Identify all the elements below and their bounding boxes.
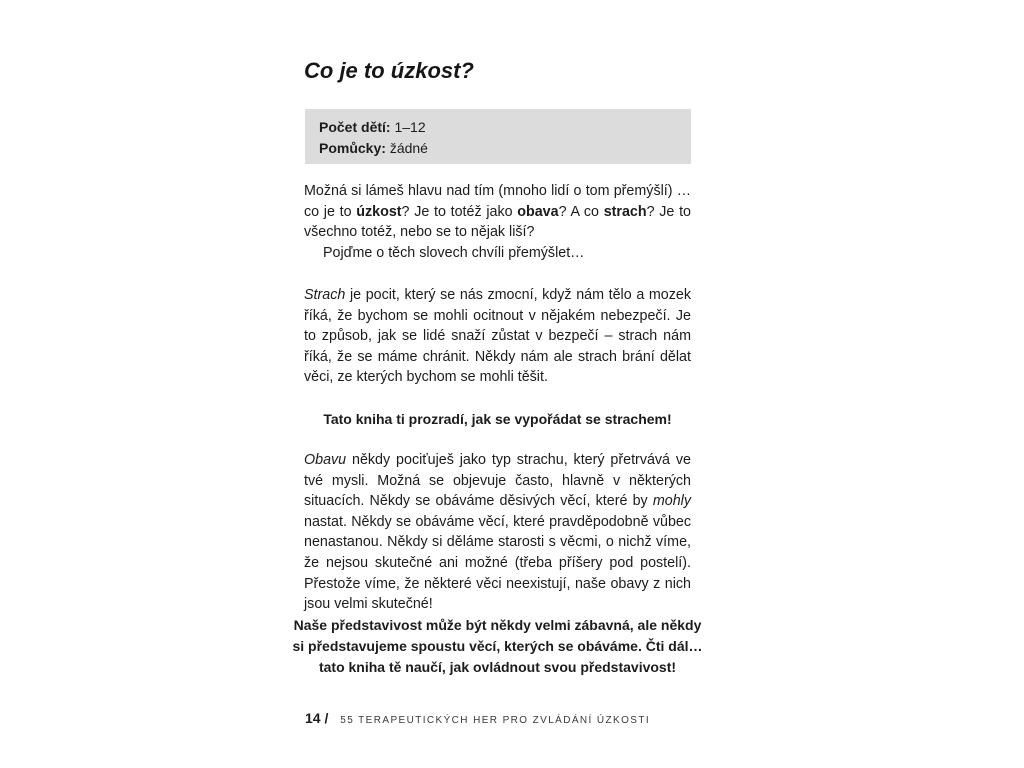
intro-text-4: ? Je to všechno totéž, nebo se to nějak liší? [304,203,692,241]
intro-continuation: Pojďme o těch slovech chvíli přemýšlet… [323,244,585,261]
worry-paragraph [304,450,691,615]
fear-text: je pocit, který se nás zmocní, když nám tělo a mozek říká, že bychom se mohli ocitnout v nějakém nebezpečí. Je to způsob, jak se lidé snaží zůstat v bezpečí – strach nám říká, že se máme chránit. Někdy nám ale strach brání dělat věci, ze kterých bychom se mohli těšit. [304,287,691,386]
tools-label: Pomůcky: [319,140,386,156]
term-obava: obava [517,203,559,220]
intro-text-1: Možná si lámeš hlavu nad tím (mnoho lidí o tom přemýšlí) … co je to [304,183,691,220]
term-uzkost: úzkost [356,203,402,220]
page-number: 14 / [305,710,329,726]
term-strach: strach [603,203,647,220]
tools-row [319,138,677,159]
worry-text-1: někdy pociťuješ jako typ strachu, který přetrvává ve tvé mysli. Možná se objevuje často, hlavně v některých situacích. Někdy se obáváme děsivých věcí, které by [304,452,691,510]
callout-fear: Tato kniha ti prozradí, jak se vypořádat se strachem! [323,411,672,427]
worry-text-2: nastat. Někdy se obáváme věcí, které pravděpodobně vůbec nenastanou. Někdy si děláme starosti s věcmi, o nichž víme, že nejsou skutečné ani možné (třeba příšery pod postelí). Přestože víme, že některé věci neexistují, naše obavy z nich jsou velmi skutečné! [304,513,691,613]
tools-value: žádné [389,140,428,156]
term-mohly-italic: mohly [652,493,691,510]
book-title: 55 TERAPEUTICKÝCH HER PRO ZVLÁDÁNÍ ÚZKOSTI [340,715,651,726]
page-title: Co je to úzkost? [304,58,474,83]
page-footer [305,710,650,726]
children-count-row [319,117,677,138]
children-count-label: Počet dětí: [319,119,391,135]
term-obavu-italic: Obavu [304,452,347,468]
activity-info-box [305,109,691,164]
callout-imagination: Naše představivost může být někdy velmi zábavná, ale někdy si představujeme spoustu věcí, kterých se obáváme. Čti dál… tato kniha tě naučí, jak ovládnout svou představivost! [292,617,703,675]
fear-paragraph [304,285,691,388]
children-count-value: 1–12 [394,119,426,135]
intro-text-3: ? A co [558,203,604,220]
term-strach-italic: Strach [304,287,346,303]
intro-text-2: ? Je to totéž jako [401,203,518,220]
intro-paragraph [304,181,691,263]
